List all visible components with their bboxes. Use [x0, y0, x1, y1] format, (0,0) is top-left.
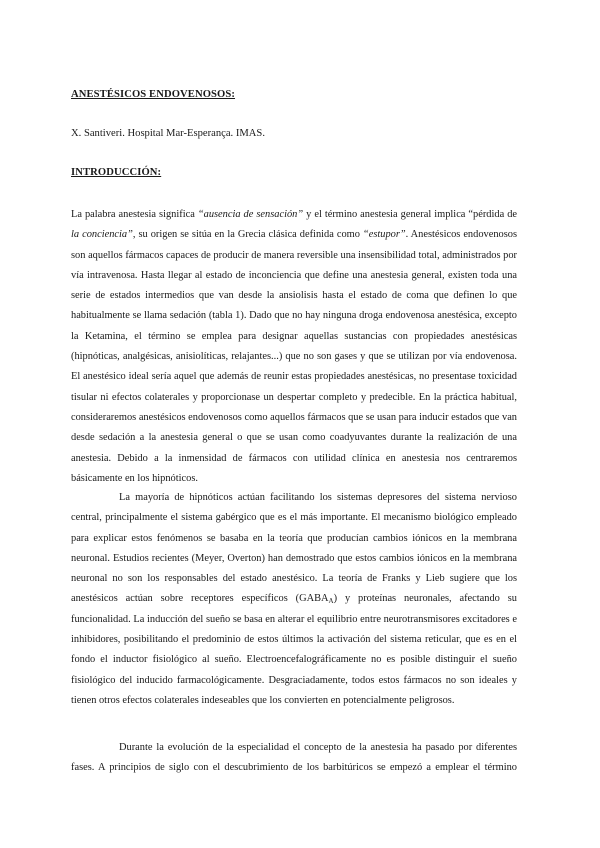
p1-text-3: , su origen se sitúa en la Grecia clásica definida como [132, 229, 363, 241]
p1-text-2: y el término anestesia general implica “pérdida de [303, 209, 517, 220]
p1-text-4: . Anestésicos endovenosos son aquellos fármacos capaces de producir de manera reversible una insensibilidad total, administrados por vía intravenosa. Hasta llegar al estado de inconciencia que define una anestesia general, existen toda una serie de estados intermedios que van desde la ansiolisis hasta el estado de coma que definen lo que habitualmente se llama sedación (tabla 1). Dado que no hay ninguna droga endovenosa anestésica, excepto la Ketamina, el término se emplea para designar aquellas sustancias con propiedades anestésicas (hipnóticas, analgésicas, anisiolíticas, relajantes...) que no son gases y que se utilizan por vía endovenosa. El anestésico ideal sería aquel que además de reunir estas propiedades anestésicas, no presentase toxicidad tisular ni efectos colaterales y proporcionase un despertar completo y predecible. En la práctica habitual, consideraremos anestésicos endovenosos como aquellos fármacos que se usan para inducir estados que van desde sedación a la anestesia general o que se usan como coadyuvantes durante la realización de una anestesia. Debido a la inmensidad de fármacos con utilidad clínica en anestesia nos centraremos básicamente en los hipnóticos. [71, 229, 517, 484]
document-title: ANESTÉSICOS ENDOVENOSOS: [71, 89, 236, 100]
p1-italic-2: la conciencia” [71, 229, 133, 241]
author-line: X. Santiveri. Hospital Mar-Esperança. IMAS. [71, 128, 265, 139]
paragraph-3 [71, 738, 517, 778]
p1-italic-1: “ausencia de sensación” [197, 209, 304, 220]
paragraph-1 [71, 205, 517, 489]
section-heading-introduccion: INTRODUCCIÓN: [71, 167, 162, 178]
p2-subscript: A [328, 597, 334, 606]
p1-italic-3: “estupor” [362, 229, 406, 241]
paragraph-2 [71, 488, 517, 711]
p1-text-1: La palabra anestesia significa [71, 209, 198, 220]
p2-text-1: La mayoría de hipnóticos actúan facilitando los sistemas depresores del sistema nervioso central, principalmente el sistema gabérgico que es el más importante. El mecanismo biológico empleado para explicar estos fenómenos se basaba en la teoría que producían cambios iónicos en la membrana neuronal. Estudios recientes (Meyer, Overton) han demostrado que estos cambios iónicos en la membrana neuronal no son los responsables del estado anestésico. La teoría de Franks y Lieb sugiere que los anestésicos actúan sobre receptores específicos (GABA [71, 492, 517, 605]
p2-text-2: ) y proteínas neuronales, afectando su funcionalidad. La inducción del sueño se basa en alterar el equilibrio entre neurotransmisores excitadores e inhibidores, posibilitando el predominio de estos últimos la activación del sistema reticular, que es en el fondo el inductor fisiológico al sueño. Electroencefalográficamente no es posible distinguir el sueño fisiológico del inducido farmacológicamente. Desgraciadamente, todos estos fármacos no son ideales y tienen otros efectos colaterales indeseables que los convierten en potencialmente peligrosos. [71, 593, 517, 706]
p3-text-1: Durante la evolución de la especialidad el concepto de la anestesia ha pasado por diferentes fases. A principios de siglo con el descubrimiento de los barbitúricos se empezó a emplear el término [71, 742, 517, 774]
